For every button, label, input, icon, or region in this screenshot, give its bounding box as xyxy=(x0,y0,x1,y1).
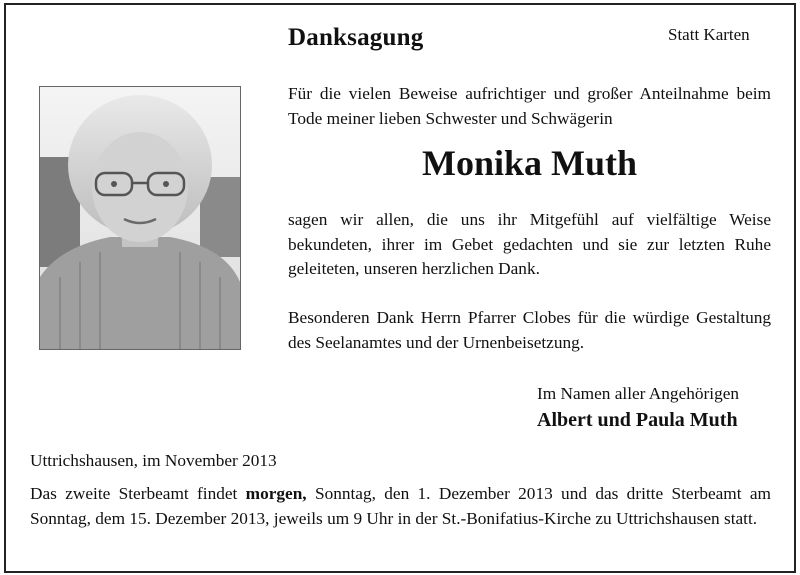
signature-line: Im Namen aller Angehörigen xyxy=(537,384,740,403)
portrait-photo xyxy=(39,86,241,350)
signature-names: Albert und Paula Muth xyxy=(537,409,738,431)
portrait-photo-icon xyxy=(40,87,240,349)
notice-title: Danksagung xyxy=(288,24,424,51)
service-text-end: Sonntag, den 1. Dezember 2013 und das dritte Sterbeamt am Sonntag, dem 15. Dezember 2013, jeweils um 9 Uhr in der St.-Bonifatius-Kirche zu Uttrichshausen statt. xyxy=(30,484,771,528)
intro-paragraph: Für die vielen Beweise aufrichtiger und großer Anteilnahme beim Tode meiner lieben Schwester und Schwägerin xyxy=(288,84,771,128)
service-text-bold: morgen, xyxy=(245,484,307,503)
corner-note: Statt Karten xyxy=(668,25,750,44)
special-thanks-paragraph: Besonderen Dank Herrn Pfarrer Clobes für die würdige Gestaltung des Seelanamtes und der Urnenbeisetzung. xyxy=(288,308,771,352)
service-text-start: Das zweite Sterbeamt findet xyxy=(30,484,246,503)
service-announcement xyxy=(30,482,771,531)
deceased-name: Monika Muth xyxy=(421,143,638,183)
thanks-paragraph: sagen wir allen, die uns ihr Mitgefühl auf vielfältige Weise bekundeten, ihrer im Gebet gedachten und sie zur letzten Ruhe geleiteten, unseren herzlichen Dank. xyxy=(288,210,771,278)
place-date: Uttrichshausen, im November 2013 xyxy=(30,451,277,470)
